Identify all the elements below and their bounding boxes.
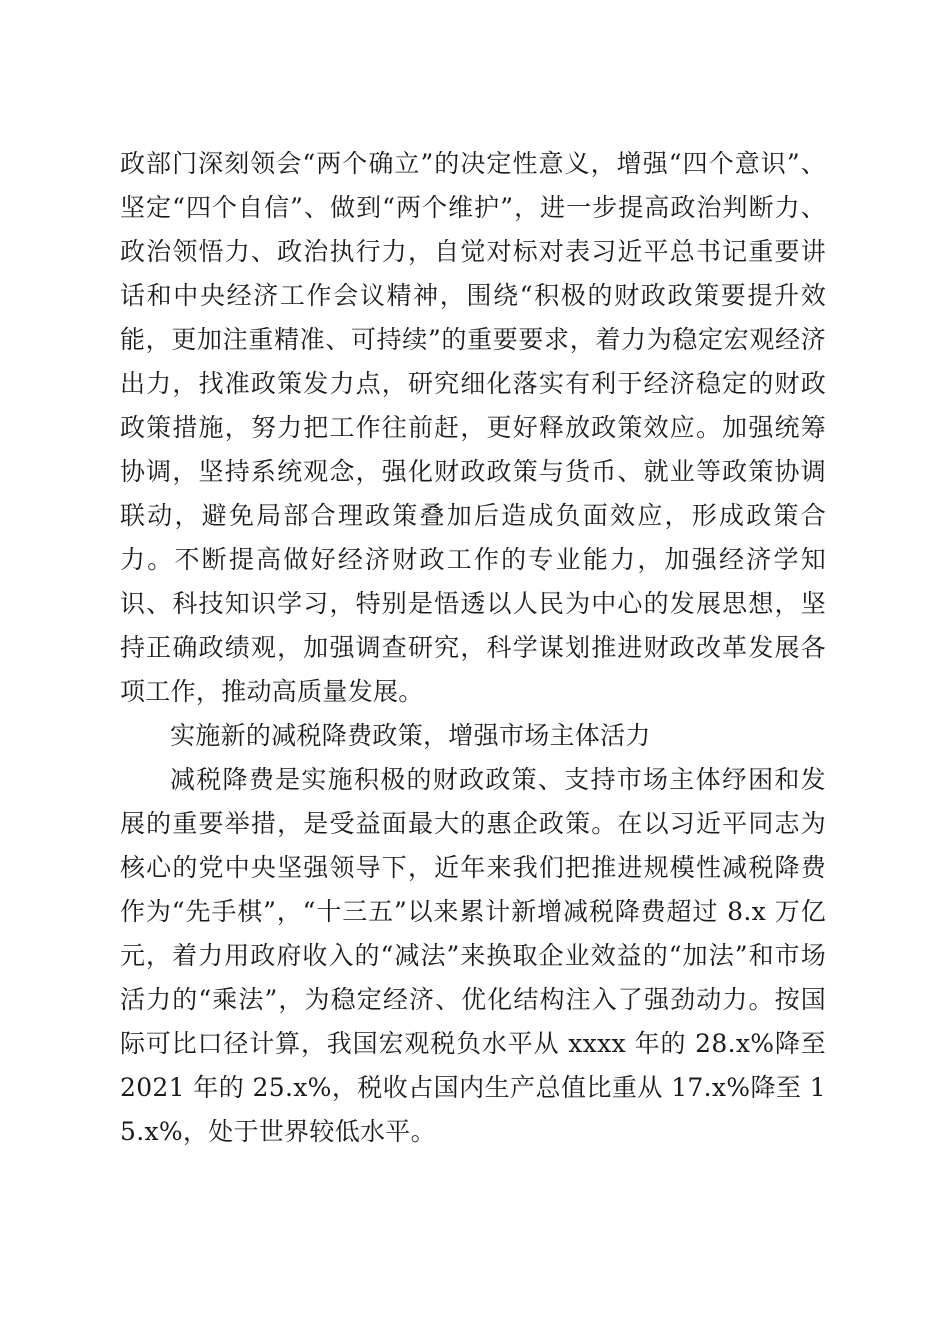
document-body: [120, 142, 826, 1154]
paragraph-party-leadership: 政部门深刻领会“两个确立”的决定性意义，增强“四个意识”、坚定“四个自信”、做到“两个维护”，进一步提高政治判断力、政治领悟力、政治执行力，自觉对标对表习近平总书记重要讲话和中央经济工作会议精神，围绕“积极的财政政策要提升效能，更加注重精准、可持续”的重要要求，着力为稳定宏观经济出力，找准政策发力点，研究细化落实有利于经济稳定的财政政策措施，努力把工作往前赶，更好释放政策效应。加强统筹协调，坚持系统观念，强化财政政策与货币、就业等政策协调联动，避免局部合理政策叠加后造成负面效应，形成政策合力。不断提高做好经济财政工作的专业能力，加强经济学知识、科技知识学习，特别是悟透以人民为中心的发展思想，坚持正确政绩观，加强调查研究，科学谋划推进财政改革发展各项工作，推动高质量发展。: [120, 149, 826, 706]
paragraph-tax-reduction: 减税降费是实施积极的财政政策、支持市场主体纾困和发展的重要举措，是受益面最大的惠企政策。在以习近平同志为核心的党中央坚强领导下，近年来我们把推进规模性减税降费作为“先手棋”，“十三五”以来累计新增减税降费超过 8.x 万亿元，着力用政府收入的“减法”来换取企业效益的“加法”和市场活力的“乘法”，为稳定经济、优化结构注入了强劲动力。按国际可比口径计算，我国宏观税负水平从 xxxx 年的 28.x%降至 2021 年的 25.x%，税收占国内生产总值比重从 17.x%降至 15.x%，处于世界较低水平。: [120, 765, 826, 1146]
section-heading-tax-reduction: 实施新的减税降费政策，增强市场主体活力: [170, 721, 651, 750]
